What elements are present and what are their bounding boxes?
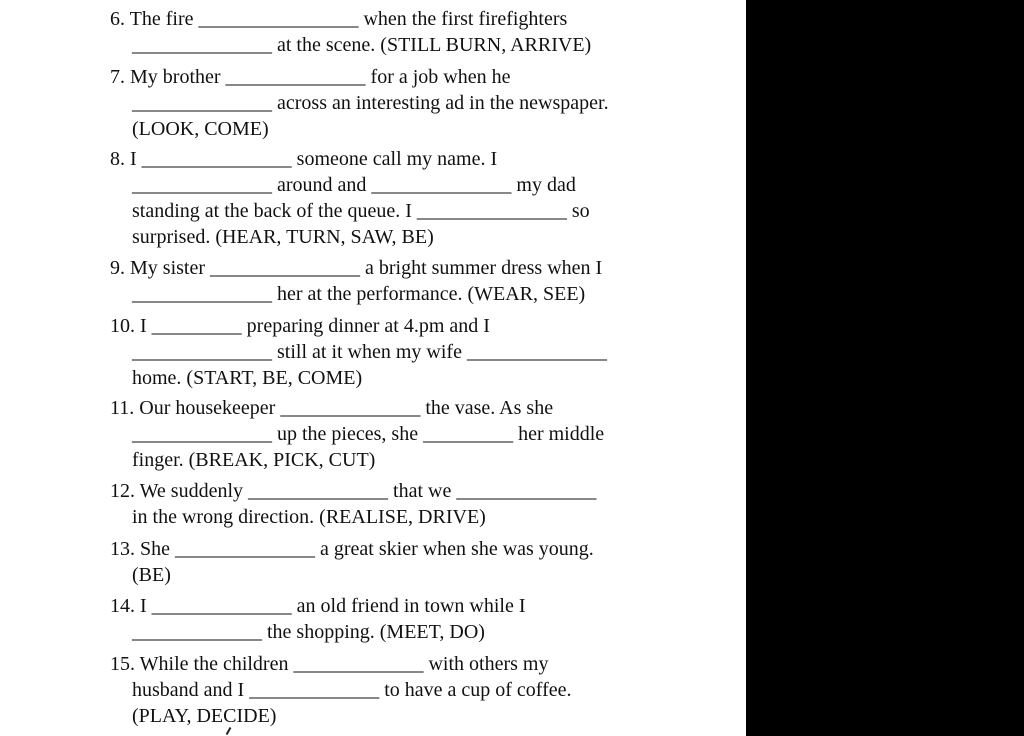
exercise-10 <box>110 313 607 391</box>
exercise-line: (PLAY, DECIDE) <box>132 705 277 727</box>
black-margin-panel <box>746 0 1024 736</box>
exercise-line: surprised. (HEAR, TURN, SAW, BE) <box>132 226 434 248</box>
exercise-line: 9. My sister _______________ a bright summer dress when I <box>110 257 603 279</box>
exercise-line: husband and I _____________ to have a cup of coffee. <box>132 679 572 701</box>
exercise-line: 15. While the children _____________ with others my <box>110 653 549 675</box>
exercise-13 <box>110 536 594 588</box>
exercise-line: ______________ across an interesting ad in the newspaper. <box>132 92 609 114</box>
exercise-line: ______________ still at it when my wife ______________ <box>132 341 607 363</box>
exercise-line: 6. The fire ________________ when the first firefighters <box>110 8 568 30</box>
exercise-line: 7. My brother ______________ for a job when he <box>110 66 511 88</box>
exercise-line: (LOOK, COME) <box>132 118 269 140</box>
exercise-line: 8. I _______________ someone call my name. I <box>110 148 498 170</box>
exercise-line: 13. She ______________ a great skier when she was young. <box>110 538 594 560</box>
exercise-line: 11. Our housekeeper ______________ the vase. As she <box>110 397 554 419</box>
exercise-line: home. (START, BE, COME) <box>132 367 363 389</box>
exercise-line: ______________ up the pieces, she _________ her middle <box>132 423 605 445</box>
exercise-11 <box>110 395 604 473</box>
exercise-line: ______________ at the scene. (STILL BURN, ARRIVE) <box>132 34 592 56</box>
exercise-15 <box>110 651 572 729</box>
exercise-line: standing at the back of the queue. I _______________ so <box>132 200 590 222</box>
exercise-9 <box>110 255 602 307</box>
exercise-line: ______________ her at the performance. (WEAR, SEE) <box>132 283 586 305</box>
exercise-7 <box>110 64 609 142</box>
exercise-line: 10. I _________ preparing dinner at 4.pm and I <box>110 315 490 337</box>
exercise-line: 14. I ______________ an old friend in town while I <box>110 595 526 617</box>
exercise-line: finger. (BREAK, PICK, CUT) <box>132 449 376 471</box>
exercise-line: ______________ around and ______________ my dad <box>132 174 576 196</box>
exercise-line: (BE) <box>132 564 171 586</box>
exercise-14 <box>110 593 526 645</box>
exercise-line: 12. We suddenly ______________ that we ______________ <box>110 480 597 502</box>
exercise-8 <box>110 146 590 250</box>
exercise-line: _____________ the shopping. (MEET, DO) <box>132 621 485 643</box>
exercise-6 <box>110 6 591 58</box>
exercise-12 <box>110 478 596 530</box>
exercise-line: in the wrong direction. (REALISE, DRIVE) <box>132 506 486 528</box>
